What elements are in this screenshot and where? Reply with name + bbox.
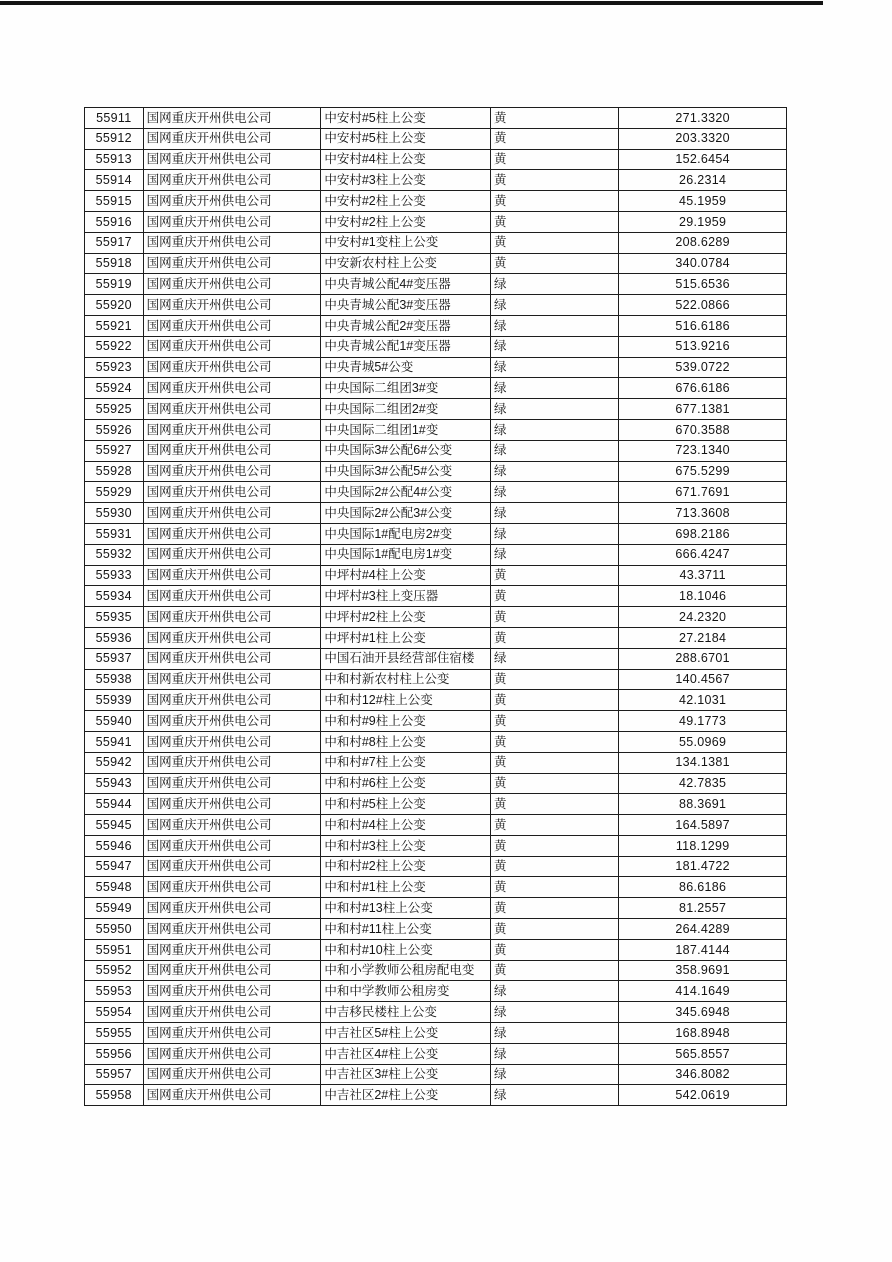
cell-company: 国网重庆开州供电公司 xyxy=(143,1043,321,1064)
cell-value: 515.6536 xyxy=(619,274,787,295)
cell-status: 黄 xyxy=(491,669,619,690)
cell-equipment: 中央国际3#公配5#公变 xyxy=(321,461,491,482)
cell-company: 国网重庆开州供电公司 xyxy=(143,690,321,711)
cell-value: 677.1381 xyxy=(619,399,787,420)
cell-value: 55.0969 xyxy=(619,731,787,752)
cell-company: 国网重庆开州供电公司 xyxy=(143,253,321,274)
cell-value: 187.4144 xyxy=(619,939,787,960)
cell-status: 绿 xyxy=(491,336,619,357)
cell-id: 55935 xyxy=(85,607,144,628)
cell-company: 国网重庆开州供电公司 xyxy=(143,939,321,960)
cell-status: 绿 xyxy=(491,378,619,399)
cell-value: 88.3691 xyxy=(619,794,787,815)
cell-equipment: 中和村#2柱上公变 xyxy=(321,856,491,877)
cell-id: 55936 xyxy=(85,627,144,648)
table-row xyxy=(85,399,787,420)
cell-equipment: 中和中学教师公租房变 xyxy=(321,981,491,1002)
cell-company: 国网重庆开州供电公司 xyxy=(143,898,321,919)
cell-value: 29.1959 xyxy=(619,211,787,232)
table-row xyxy=(85,773,787,794)
cell-value: 152.6454 xyxy=(619,149,787,170)
transformer-load-table xyxy=(84,107,787,1106)
cell-value: 345.6948 xyxy=(619,1002,787,1023)
cell-status: 绿 xyxy=(491,981,619,1002)
cell-id: 55916 xyxy=(85,211,144,232)
cell-status: 黄 xyxy=(491,191,619,212)
cell-company: 国网重庆开州供电公司 xyxy=(143,731,321,752)
cell-status: 绿 xyxy=(491,440,619,461)
cell-company: 国网重庆开州供电公司 xyxy=(143,960,321,981)
cell-company: 国网重庆开州供电公司 xyxy=(143,482,321,503)
cell-company: 国网重庆开州供电公司 xyxy=(143,1002,321,1023)
table-row xyxy=(85,981,787,1002)
cell-equipment: 中央青城5#公变 xyxy=(321,357,491,378)
cell-value: 346.8082 xyxy=(619,1064,787,1085)
cell-equipment: 中和村#4柱上公变 xyxy=(321,815,491,836)
cell-company: 国网重庆开州供电公司 xyxy=(143,877,321,898)
cell-company: 国网重庆开州供电公司 xyxy=(143,149,321,170)
cell-company: 国网重庆开州供电公司 xyxy=(143,503,321,524)
table-row xyxy=(85,191,787,212)
cell-equipment: 中和村#3柱上公变 xyxy=(321,835,491,856)
cell-equipment: 中安村#1变柱上公变 xyxy=(321,232,491,253)
cell-value: 264.4289 xyxy=(619,919,787,940)
cell-company: 国网重庆开州供电公司 xyxy=(143,191,321,212)
table-row xyxy=(85,523,787,544)
table-row xyxy=(85,1002,787,1023)
cell-company: 国网重庆开州供电公司 xyxy=(143,378,321,399)
cell-status: 绿 xyxy=(491,274,619,295)
cell-status: 黄 xyxy=(491,794,619,815)
table-row xyxy=(85,648,787,669)
cell-value: 522.0866 xyxy=(619,295,787,316)
cell-status: 绿 xyxy=(491,1043,619,1064)
cell-equipment: 中和村#5柱上公变 xyxy=(321,794,491,815)
cell-value: 118.1299 xyxy=(619,835,787,856)
cell-status: 黄 xyxy=(491,607,619,628)
cell-status: 绿 xyxy=(491,461,619,482)
cell-company: 国网重庆开州供电公司 xyxy=(143,232,321,253)
cell-status: 黄 xyxy=(491,128,619,149)
cell-value: 18.1046 xyxy=(619,586,787,607)
cell-value: 698.2186 xyxy=(619,523,787,544)
table-row xyxy=(85,336,787,357)
cell-equipment: 中和村#6柱上公变 xyxy=(321,773,491,794)
cell-value: 45.1959 xyxy=(619,191,787,212)
cell-status: 黄 xyxy=(491,711,619,732)
cell-id: 55923 xyxy=(85,357,144,378)
cell-status: 黄 xyxy=(491,253,619,274)
table-row xyxy=(85,711,787,732)
cell-equipment: 中央国际2#公配4#公变 xyxy=(321,482,491,503)
cell-id: 55955 xyxy=(85,1023,144,1044)
cell-id: 55926 xyxy=(85,419,144,440)
table-row xyxy=(85,877,787,898)
cell-status: 绿 xyxy=(491,357,619,378)
cell-status: 黄 xyxy=(491,170,619,191)
table-row xyxy=(85,731,787,752)
cell-equipment: 中央青城公配2#变压器 xyxy=(321,315,491,336)
table-row xyxy=(85,482,787,503)
table-row xyxy=(85,690,787,711)
cell-id: 55929 xyxy=(85,482,144,503)
cell-company: 国网重庆开州供电公司 xyxy=(143,128,321,149)
cell-id: 55948 xyxy=(85,877,144,898)
table-row xyxy=(85,419,787,440)
cell-equipment: 中安村#5柱上公变 xyxy=(321,108,491,129)
cell-company: 国网重庆开州供电公司 xyxy=(143,586,321,607)
cell-id: 55938 xyxy=(85,669,144,690)
cell-equipment: 中吉社区5#柱上公变 xyxy=(321,1023,491,1044)
cell-company: 国网重庆开州供电公司 xyxy=(143,315,321,336)
cell-company: 国网重庆开州供电公司 xyxy=(143,1085,321,1106)
table-row xyxy=(85,170,787,191)
cell-company: 国网重庆开州供电公司 xyxy=(143,752,321,773)
cell-status: 黄 xyxy=(491,211,619,232)
cell-company: 国网重庆开州供电公司 xyxy=(143,336,321,357)
cell-equipment: 中和小学教师公租房配电变 xyxy=(321,960,491,981)
cell-id: 55947 xyxy=(85,856,144,877)
cell-id: 55949 xyxy=(85,898,144,919)
cell-status: 黄 xyxy=(491,565,619,586)
cell-company: 国网重庆开州供电公司 xyxy=(143,981,321,1002)
cell-value: 208.6289 xyxy=(619,232,787,253)
cell-value: 340.0784 xyxy=(619,253,787,274)
cell-value: 671.7691 xyxy=(619,482,787,503)
cell-equipment: 中吉社区2#柱上公变 xyxy=(321,1085,491,1106)
cell-equipment: 中央青城公配3#变压器 xyxy=(321,295,491,316)
cell-company: 国网重庆开州供电公司 xyxy=(143,399,321,420)
cell-company: 国网重庆开州供电公司 xyxy=(143,835,321,856)
cell-company: 国网重庆开州供电公司 xyxy=(143,669,321,690)
cell-id: 55913 xyxy=(85,149,144,170)
cell-id: 55932 xyxy=(85,544,144,565)
cell-value: 713.3608 xyxy=(619,503,787,524)
cell-id: 55920 xyxy=(85,295,144,316)
cell-company: 国网重庆开州供电公司 xyxy=(143,607,321,628)
cell-equipment: 中吉社区3#柱上公变 xyxy=(321,1064,491,1085)
cell-value: 24.2320 xyxy=(619,607,787,628)
cell-value: 49.1773 xyxy=(619,711,787,732)
cell-company: 国网重庆开州供电公司 xyxy=(143,1023,321,1044)
cell-id: 55915 xyxy=(85,191,144,212)
cell-id: 55930 xyxy=(85,503,144,524)
cell-status: 黄 xyxy=(491,752,619,773)
cell-status: 黄 xyxy=(491,731,619,752)
cell-company: 国网重庆开州供电公司 xyxy=(143,295,321,316)
cell-company: 国网重庆开州供电公司 xyxy=(143,815,321,836)
cell-company: 国网重庆开州供电公司 xyxy=(143,523,321,544)
cell-equipment: 中央青城公配4#变压器 xyxy=(321,274,491,295)
cell-status: 黄 xyxy=(491,835,619,856)
table-row xyxy=(85,627,787,648)
table-row xyxy=(85,544,787,565)
cell-status: 绿 xyxy=(491,399,619,420)
table-row xyxy=(85,898,787,919)
cell-value: 516.6186 xyxy=(619,315,787,336)
cell-company: 国网重庆开州供电公司 xyxy=(143,565,321,586)
table-row xyxy=(85,461,787,482)
cell-equipment: 中坪村#3柱上变压器 xyxy=(321,586,491,607)
cell-id: 55911 xyxy=(85,108,144,129)
cell-company: 国网重庆开州供电公司 xyxy=(143,544,321,565)
cell-value: 513.9216 xyxy=(619,336,787,357)
cell-id: 55954 xyxy=(85,1002,144,1023)
cell-equipment: 中央青城公配1#变压器 xyxy=(321,336,491,357)
cell-value: 288.6701 xyxy=(619,648,787,669)
cell-id: 55921 xyxy=(85,315,144,336)
table-row xyxy=(85,149,787,170)
cell-status: 绿 xyxy=(491,648,619,669)
cell-status: 绿 xyxy=(491,523,619,544)
cell-status: 黄 xyxy=(491,627,619,648)
cell-id: 55914 xyxy=(85,170,144,191)
cell-value: 168.8948 xyxy=(619,1023,787,1044)
table-row xyxy=(85,586,787,607)
cell-equipment: 中坪村#4柱上公变 xyxy=(321,565,491,586)
table-body xyxy=(85,108,787,1106)
table-row xyxy=(85,607,787,628)
cell-equipment: 中央国际1#配电房1#变 xyxy=(321,544,491,565)
cell-value: 565.8557 xyxy=(619,1043,787,1064)
cell-value: 358.9691 xyxy=(619,960,787,981)
cell-id: 55922 xyxy=(85,336,144,357)
cell-company: 国网重庆开州供电公司 xyxy=(143,648,321,669)
cell-status: 绿 xyxy=(491,1064,619,1085)
cell-id: 55945 xyxy=(85,815,144,836)
cell-id: 55944 xyxy=(85,794,144,815)
table-row xyxy=(85,315,787,336)
cell-id: 55928 xyxy=(85,461,144,482)
cell-equipment: 中和村#13柱上公变 xyxy=(321,898,491,919)
cell-id: 55933 xyxy=(85,565,144,586)
cell-value: 676.6186 xyxy=(619,378,787,399)
cell-status: 绿 xyxy=(491,1023,619,1044)
cell-status: 黄 xyxy=(491,690,619,711)
cell-equipment: 中和村12#柱上公变 xyxy=(321,690,491,711)
cell-id: 55952 xyxy=(85,960,144,981)
cell-value: 271.3320 xyxy=(619,108,787,129)
cell-value: 666.4247 xyxy=(619,544,787,565)
cell-id: 55953 xyxy=(85,981,144,1002)
cell-id: 55941 xyxy=(85,731,144,752)
cell-value: 43.3711 xyxy=(619,565,787,586)
cell-status: 黄 xyxy=(491,960,619,981)
table-row xyxy=(85,1085,787,1106)
cell-equipment: 中和村#1柱上公变 xyxy=(321,877,491,898)
cell-equipment: 中安村#5柱上公变 xyxy=(321,128,491,149)
cell-id: 55956 xyxy=(85,1043,144,1064)
cell-company: 国网重庆开州供电公司 xyxy=(143,419,321,440)
cell-status: 黄 xyxy=(491,815,619,836)
cell-company: 国网重庆开州供电公司 xyxy=(143,773,321,794)
cell-equipment: 中安新农村柱上公变 xyxy=(321,253,491,274)
cell-equipment: 中吉社区4#柱上公变 xyxy=(321,1043,491,1064)
table-row xyxy=(85,128,787,149)
cell-value: 81.2557 xyxy=(619,898,787,919)
cell-value: 203.3320 xyxy=(619,128,787,149)
cell-id: 55912 xyxy=(85,128,144,149)
cell-company: 国网重庆开州供电公司 xyxy=(143,108,321,129)
cell-id: 55925 xyxy=(85,399,144,420)
cell-company: 国网重庆开州供电公司 xyxy=(143,919,321,940)
cell-company: 国网重庆开州供电公司 xyxy=(143,170,321,191)
cell-id: 55917 xyxy=(85,232,144,253)
table-row xyxy=(85,794,787,815)
cell-value: 42.1031 xyxy=(619,690,787,711)
cell-equipment: 中和村#8柱上公变 xyxy=(321,731,491,752)
cell-value: 86.6186 xyxy=(619,877,787,898)
cell-status: 黄 xyxy=(491,232,619,253)
cell-equipment: 中央国际二组团1#变 xyxy=(321,419,491,440)
cell-value: 134.1381 xyxy=(619,752,787,773)
cell-value: 42.7835 xyxy=(619,773,787,794)
cell-equipment: 中和村#9柱上公变 xyxy=(321,711,491,732)
cell-value: 542.0619 xyxy=(619,1085,787,1106)
cell-status: 绿 xyxy=(491,295,619,316)
table-row xyxy=(85,939,787,960)
cell-value: 27.2184 xyxy=(619,627,787,648)
cell-id: 55931 xyxy=(85,523,144,544)
cell-id: 55918 xyxy=(85,253,144,274)
cell-equipment: 中央国际3#公配6#公变 xyxy=(321,440,491,461)
cell-value: 675.5299 xyxy=(619,461,787,482)
cell-status: 黄 xyxy=(491,898,619,919)
table-row xyxy=(85,669,787,690)
cell-id: 55934 xyxy=(85,586,144,607)
table-row xyxy=(85,108,787,129)
cell-company: 国网重庆开州供电公司 xyxy=(143,440,321,461)
cell-equipment: 中央国际2#公配3#公变 xyxy=(321,503,491,524)
table-row xyxy=(85,752,787,773)
table-row xyxy=(85,1043,787,1064)
table-row xyxy=(85,835,787,856)
cell-value: 723.1340 xyxy=(619,440,787,461)
table-row xyxy=(85,565,787,586)
cell-status: 黄 xyxy=(491,877,619,898)
cell-status: 绿 xyxy=(491,1085,619,1106)
cell-id: 55939 xyxy=(85,690,144,711)
cell-equipment: 中吉移民楼柱上公变 xyxy=(321,1002,491,1023)
cell-equipment: 中安村#2柱上公变 xyxy=(321,211,491,232)
table-row xyxy=(85,815,787,836)
table-row xyxy=(85,295,787,316)
cell-value: 414.1649 xyxy=(619,981,787,1002)
cell-id: 55943 xyxy=(85,773,144,794)
cell-equipment: 中央国际二组团3#变 xyxy=(321,378,491,399)
cell-status: 绿 xyxy=(491,1002,619,1023)
cell-id: 55927 xyxy=(85,440,144,461)
cell-equipment: 中和村#10柱上公变 xyxy=(321,939,491,960)
cell-company: 国网重庆开州供电公司 xyxy=(143,461,321,482)
cell-company: 国网重庆开州供电公司 xyxy=(143,274,321,295)
cell-status: 黄 xyxy=(491,856,619,877)
cell-id: 55940 xyxy=(85,711,144,732)
cell-equipment: 中安村#2柱上公变 xyxy=(321,191,491,212)
cell-equipment: 中和村#7柱上公变 xyxy=(321,752,491,773)
cell-status: 黄 xyxy=(491,108,619,129)
cell-equipment: 中央国际二组团2#变 xyxy=(321,399,491,420)
cell-equipment: 中和村新农村柱上公变 xyxy=(321,669,491,690)
table-row xyxy=(85,503,787,524)
cell-equipment: 中和村#11柱上公变 xyxy=(321,919,491,940)
table-row xyxy=(85,960,787,981)
cell-status: 绿 xyxy=(491,503,619,524)
cell-equipment: 中坪村#1柱上公变 xyxy=(321,627,491,648)
cell-company: 国网重庆开州供电公司 xyxy=(143,1064,321,1085)
cell-value: 140.4567 xyxy=(619,669,787,690)
table-row xyxy=(85,232,787,253)
cell-company: 国网重庆开州供电公司 xyxy=(143,357,321,378)
table-row xyxy=(85,919,787,940)
table-row xyxy=(85,357,787,378)
cell-status: 黄 xyxy=(491,149,619,170)
cell-company: 国网重庆开州供电公司 xyxy=(143,711,321,732)
cell-status: 黄 xyxy=(491,773,619,794)
table-row xyxy=(85,1064,787,1085)
cell-equipment: 中国石油开县经营部住宿楼 xyxy=(321,648,491,669)
cell-value: 26.2314 xyxy=(619,170,787,191)
cell-id: 55919 xyxy=(85,274,144,295)
table-row xyxy=(85,211,787,232)
cell-equipment: 中安村#4柱上公变 xyxy=(321,149,491,170)
cell-company: 国网重庆开州供电公司 xyxy=(143,856,321,877)
table-row xyxy=(85,253,787,274)
table-row xyxy=(85,856,787,877)
cell-value: 670.3588 xyxy=(619,419,787,440)
table-row xyxy=(85,440,787,461)
table-row xyxy=(85,274,787,295)
cell-company: 国网重庆开州供电公司 xyxy=(143,627,321,648)
cell-equipment: 中安村#3柱上公变 xyxy=(321,170,491,191)
cell-status: 绿 xyxy=(491,315,619,336)
cell-status: 黄 xyxy=(491,919,619,940)
cell-id: 55924 xyxy=(85,378,144,399)
cell-status: 绿 xyxy=(491,482,619,503)
cell-company: 国网重庆开州供电公司 xyxy=(143,211,321,232)
cell-status: 黄 xyxy=(491,586,619,607)
scan-edge-bar xyxy=(0,1,823,5)
cell-status: 绿 xyxy=(491,544,619,565)
table-row xyxy=(85,1023,787,1044)
cell-value: 539.0722 xyxy=(619,357,787,378)
cell-company: 国网重庆开州供电公司 xyxy=(143,794,321,815)
cell-id: 55957 xyxy=(85,1064,144,1085)
cell-equipment: 中央国际1#配电房2#变 xyxy=(321,523,491,544)
cell-value: 181.4722 xyxy=(619,856,787,877)
cell-id: 55950 xyxy=(85,919,144,940)
cell-status: 绿 xyxy=(491,419,619,440)
cell-status: 黄 xyxy=(491,939,619,960)
cell-equipment: 中坪村#2柱上公变 xyxy=(321,607,491,628)
table-row xyxy=(85,378,787,399)
cell-id: 55937 xyxy=(85,648,144,669)
cell-id: 55942 xyxy=(85,752,144,773)
cell-id: 55958 xyxy=(85,1085,144,1106)
cell-value: 164.5897 xyxy=(619,815,787,836)
cell-id: 55951 xyxy=(85,939,144,960)
cell-id: 55946 xyxy=(85,835,144,856)
